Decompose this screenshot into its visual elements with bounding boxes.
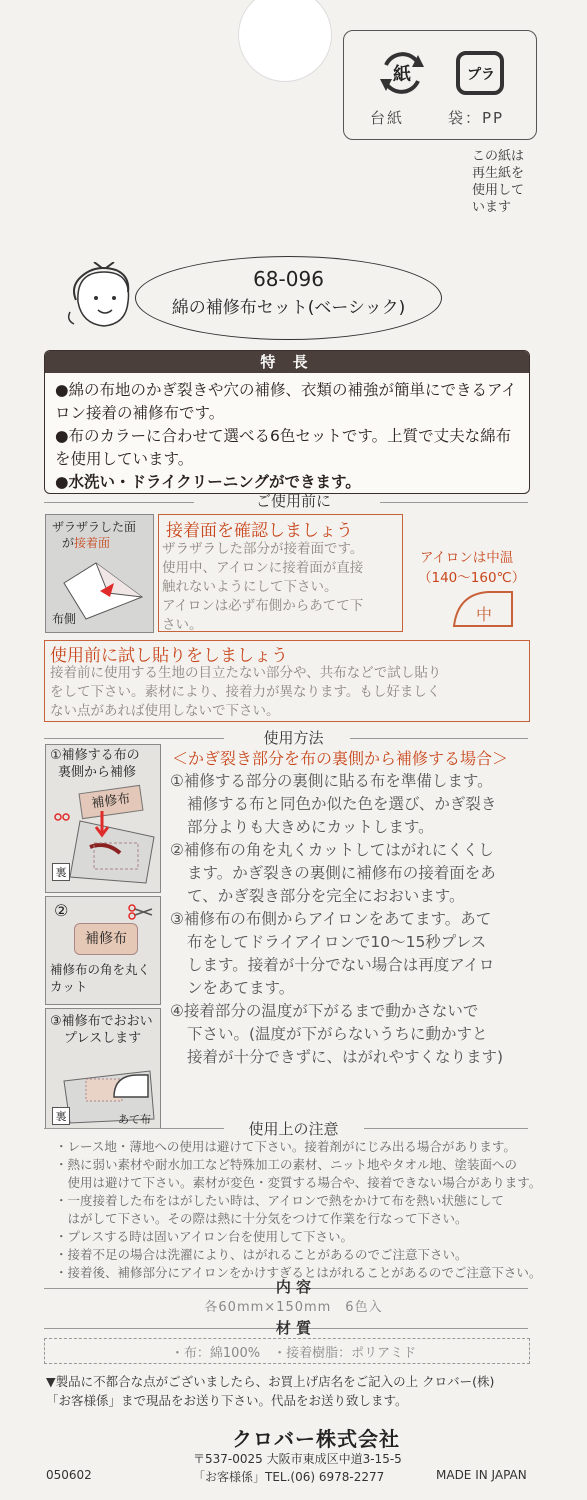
- bag-label: 袋：PP: [448, 109, 505, 127]
- product-code: 68-096: [253, 267, 324, 291]
- cautions-heading: 使用上の注意: [248, 1120, 339, 1138]
- cautions-list: ・レース地・薄地への使用は避けて下さい。接着剤がにじみ出る場合があります。 ・熱に弱い素材や耐水加工など特殊加工の素材、ニット地やタオル地、塗装面への 使用は避けて下さい。素材が変色・変質する場合や、接着できない場合があります。 ・一度接着した布をはがしたい時は、アイロンで熱をかけて布を熱い状態にして はがして下さい。その際は熱に十分気をつけて作業を行なって下さい。 ・プレスする時は固いアイロン台を使用して下さい。 ・接着不足の場合は洗濯により、はがれることがあるのでご注意下さい。 ・接着後、補修部分にアイロンをかけすぎるとはがれることがあるのでご注意下さい。: [55, 1139, 542, 1280]
- iron-temp-label: アイロンは中温: [420, 550, 514, 566]
- iron-medium-icon: [448, 586, 518, 632]
- check-adhesive-text: ザラザラした部分が接着面です。 使用中、アイロンに接着面が直接 触れないようにして下さい。 アイロンは必ず布側からあてて下 さい。: [162, 541, 364, 633]
- iron-temp-range: （140～160℃）: [418, 570, 526, 586]
- hang-hole: [238, 0, 332, 82]
- step3-illustration: ③補修布でおおい プレスします 裏 あて布: [45, 1008, 161, 1129]
- maker-address: 〒537-0025 大阪市東成区中道3-15-5: [193, 1452, 402, 1466]
- usage-subtitle: ＜かぎ裂き部分を布の裏側から補修する場合＞: [172, 749, 509, 768]
- before-use-heading: ご使用前に: [255, 492, 331, 510]
- usage-steps-text: ①補修する部分の裏側に貼る布を準備します。 補修する布と同色か似た色を選び、かぎ裂き 部分よりも大きめにカットします。 ②補修布の角を丸くカットしてはがれにくくし ます。かぎ裂きの裏側に補修布の接着面をあ て、かぎ裂き部分を完全におおいます。 ③補修布の布側からアイロンをあてます。あて 布をしてドライアイロンで10～15秒プレス します。接着が十分でない場合は再度アイロ ンをあてます。 ④接着部分の温度が下がるまで動かさないで 下さい。(温度が下がらないうちに動かすと 接着が十分できずに、はがれやすくなります): [170, 772, 504, 1066]
- feature-item: ●水洗い・ドライクリーニングができます。: [55, 473, 361, 491]
- plastic-recycle-icon: [452, 45, 508, 101]
- feature-item: ●布のカラーに合わせて選べる6色セットです。上質で丈夫な綿布を使用しています。: [55, 427, 512, 468]
- materials-heading: 材 質: [275, 1319, 312, 1337]
- press-cloth-label: あて布: [118, 1113, 151, 1126]
- step1-illustration: ①補修する布の 裏側から補修 補修布 裏: [45, 744, 161, 893]
- trial-test-title: 使用前に試し貼りをしましょう: [50, 646, 288, 666]
- paper-recycle-icon: [374, 45, 430, 101]
- defect-notice: ▼製品に不都合な点がございましたら、お買上げ店名をご記入の上 クロバー(株) 「お客様係」まで現品をお送り下さい。代品をお送り致します。: [46, 1374, 495, 1408]
- product-title-oval: [135, 256, 442, 340]
- usage-heading: 使用方法: [263, 729, 324, 747]
- step2-illustration: ② 補修布 補修布の角を丸く カット: [45, 896, 161, 1005]
- contents-heading: 内 容: [275, 1278, 312, 1296]
- fabric-side-label: 布側: [52, 612, 77, 626]
- svg-text:中: 中: [475, 605, 493, 624]
- paper-mark-text: 紙: [393, 64, 411, 85]
- trial-test-text: 接着前に使用する生地の目立たない部分や、共布などで試し貼り をして下さい。素材により、接着力が異なります。もし好ましく ない点があれば使用しないで下さい。: [50, 665, 442, 719]
- paper-label: 台紙: [370, 109, 405, 127]
- made-in: MADE IN JAPAN: [436, 1468, 527, 1482]
- adhesive-label: 接着面: [74, 536, 111, 550]
- feature-item: ●綿の布地のかぎ裂きや穴の補修、衣類の補強が簡単にできるアイロン接着の補修布です。: [55, 381, 517, 422]
- features-heading: 特 長: [45, 351, 529, 373]
- adhesive-side-illustration: ザラザラした面 が接着面 布側: [45, 514, 154, 633]
- maker-name: クロバー株式会社: [232, 1427, 400, 1451]
- product-lot-code: 050602: [46, 1468, 92, 1482]
- back-side-mark: 裏: [52, 1107, 70, 1125]
- illus-label: ザラザラした面: [52, 520, 137, 534]
- recycle-marks-box: [343, 30, 537, 140]
- check-adhesive-title: 接着面を確認しましょう: [166, 521, 353, 541]
- materials-text: ・布：綿100% ・接着樹脂：ポリアミド: [170, 1346, 417, 1361]
- product-name: 綿の補修布セット(ベーシック): [171, 298, 406, 318]
- contents-text: 各60mm×150mm 6色入: [204, 1300, 383, 1315]
- scissors-icon: [128, 903, 154, 921]
- back-side-mark: 裏: [52, 863, 70, 881]
- step2-patch: 補修布: [74, 923, 138, 955]
- step1-patch: 補修布: [78, 785, 143, 819]
- features-box: [44, 350, 530, 494]
- plastic-mark-text: プラ: [467, 67, 495, 83]
- recycled-paper-note: この紙は 再生紙を 使用して います: [472, 149, 525, 215]
- maker-tel: 「お客様係」TEL.(06) 6978-2277: [193, 1470, 385, 1484]
- girl-mascot-icon: [66, 262, 144, 332]
